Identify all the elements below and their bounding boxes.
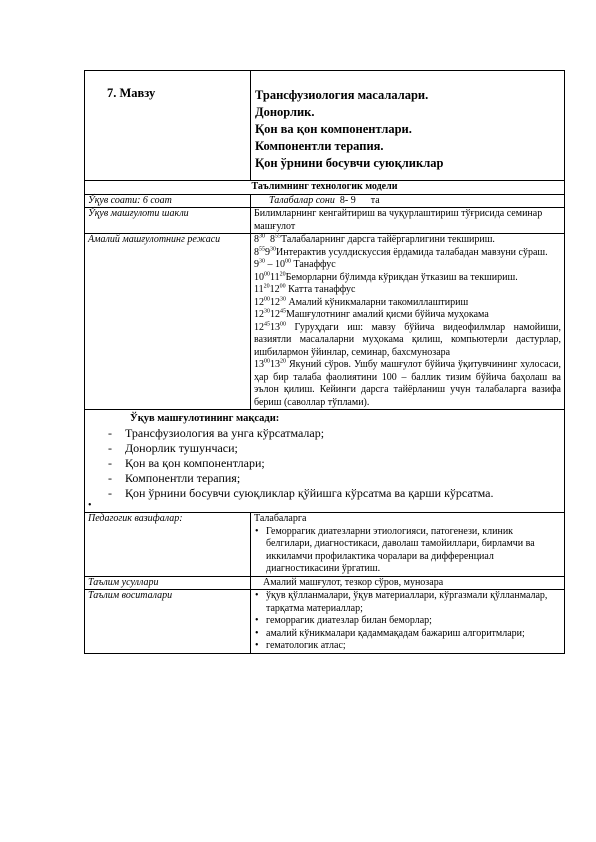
goal-list [88,426,561,501]
tools-item: • гематологик атлас; [254,640,561,653]
topic-row [85,71,565,181]
pedagogic-cell [251,513,565,577]
methods-value: Амалий машғулот, тезкор сўров, мунозара [251,576,565,590]
pedagogic-item: • Геморрагик диатезларни этиологияси, патогенези, клиник белгилари, диагностикаси, даволаш тамойиллари, бирламчи ва иккиламчи профилактика чоралари ва дифференциал диагностикасини ўргатиш. [254,526,561,576]
regime-item: $12^{30}12^{45}Машғулотнинг$ амалий қисми бўйича муҳокама [254,308,489,320]
tools-item: • ўқув қўлланмалари, ўқув материаллари, кўргазмали қўлланмалар, тарқатма материаллар; [254,590,561,615]
regime-row [85,234,565,410]
tools-row [85,590,565,654]
tools-label: Таълим воситалари [85,590,251,654]
bullet-icon: • [88,500,92,511]
regime-item: $10^{00}11^{20}Беморларни$ бўлимда кўрикдан ўтказиш ва текшириш. [254,271,518,283]
regime-item: $8^{30}$ $8^{55}Талабаларнинг$ дарсга тайёргарлигини текшириш. [254,233,495,245]
students-value: 8- 9 [339,194,356,206]
topic-line: Донорлик. [255,105,315,119]
model-title-row [85,181,565,195]
goal-row [85,410,565,513]
regime-label: Амалий машғулотнинг режаси [85,234,251,410]
topic-line: Компонентли терапия. [255,139,384,153]
form-value: Билимларнинг кенгайтириш ва чуқурлаштириш тўғрисида семинар машғулот [251,208,565,234]
goal-item: - Донорлик тушунчаси; [88,441,561,456]
pedagogic-list [254,526,561,576]
regime-item: $12^{45}13^{00}$ Гуруҳдаги иш: мавзу бўйича видеофилмлар намойиши, вазиятли масалаларни муҳокама қилиш, компьютерли дастурлар, ишбилармон ўйинлар, семинар, бахсмунозара [254,321,561,358]
students-cell [251,194,565,208]
goal-item: - Трансфузиология ва унга кўрсатмалар; [88,426,561,441]
form-label: Ўқув машғулоти шакли [85,208,251,234]
regime-item: $9^{30} - 10^{00}$ Танаффус [254,258,336,270]
pedagogic-label: Педагогик вазифалар: [85,513,251,577]
topic-line: Қон ва қон компонентлари. [255,122,412,136]
topic-line: Трансфузиология масалалари. [255,88,429,102]
regime-item: $8^{55}9^{30}Интерактив$ усулдискуссия ёрдамида талабадан мавзуни сўраш. [254,246,548,258]
goal-heading: Ўқув машғулотининг мақсади: [130,413,280,424]
students-unit: та [370,194,380,206]
pedagogic-row [85,513,565,577]
regime-item: $12^{00}12^{30}$ Амалий кўникмаларни такомиллаштириш [254,296,469,308]
goal-item: - Компонентли терапия; [88,471,561,486]
tools-item: • амалий кўникмалари қадаммақадам бажариш алгоритмлари; [254,628,561,641]
tools-item: • геморрагик диатезлар билан беморлар; [254,615,561,628]
topic-number: 7. Мавзу [85,71,251,181]
form-row [85,208,565,234]
methods-row [85,576,565,590]
methods-label: Таълим усуллари [85,576,251,590]
topic-line: Қон ўрнини босувчи суюқликлар [255,156,444,170]
regime-list [251,234,565,410]
hours-label: Ўқув соати: 6 соат [85,194,251,208]
pedagogic-intro: Талабаларга [254,513,307,524]
model-title: Таълимнинг технологик модели [85,181,565,195]
goal-cell [85,410,565,513]
goal-item: - Қон ва қон компонентлари; [88,456,561,471]
hours-row [85,194,565,208]
regime-item: $11^{20}12^{00}$ Катта танаффус [254,283,356,295]
lesson-plan-table [84,70,565,654]
goal-item: - Қон ўрнини босувчи суюқликлар қўйишга кўрсатма ва қарши кўрсатма. [88,486,561,501]
tools-list [254,590,561,653]
tools-cell [251,590,565,654]
topic-title [251,71,565,181]
students-label: Талабалар сони [269,194,335,206]
regime-item: $13^{00}13^{20}$ Якуний сўров. Ушбу машғулот бўйича ўқитувчининг хулосаси, ҳар бир талаба фаолиятини 100 – баллик тизим бўйича баҳолаш ва эълон қилиш. Кейинги дарсга тайёрланиш учун талабаларга вазифа бериш (саволлар тўплами). [254,358,562,408]
